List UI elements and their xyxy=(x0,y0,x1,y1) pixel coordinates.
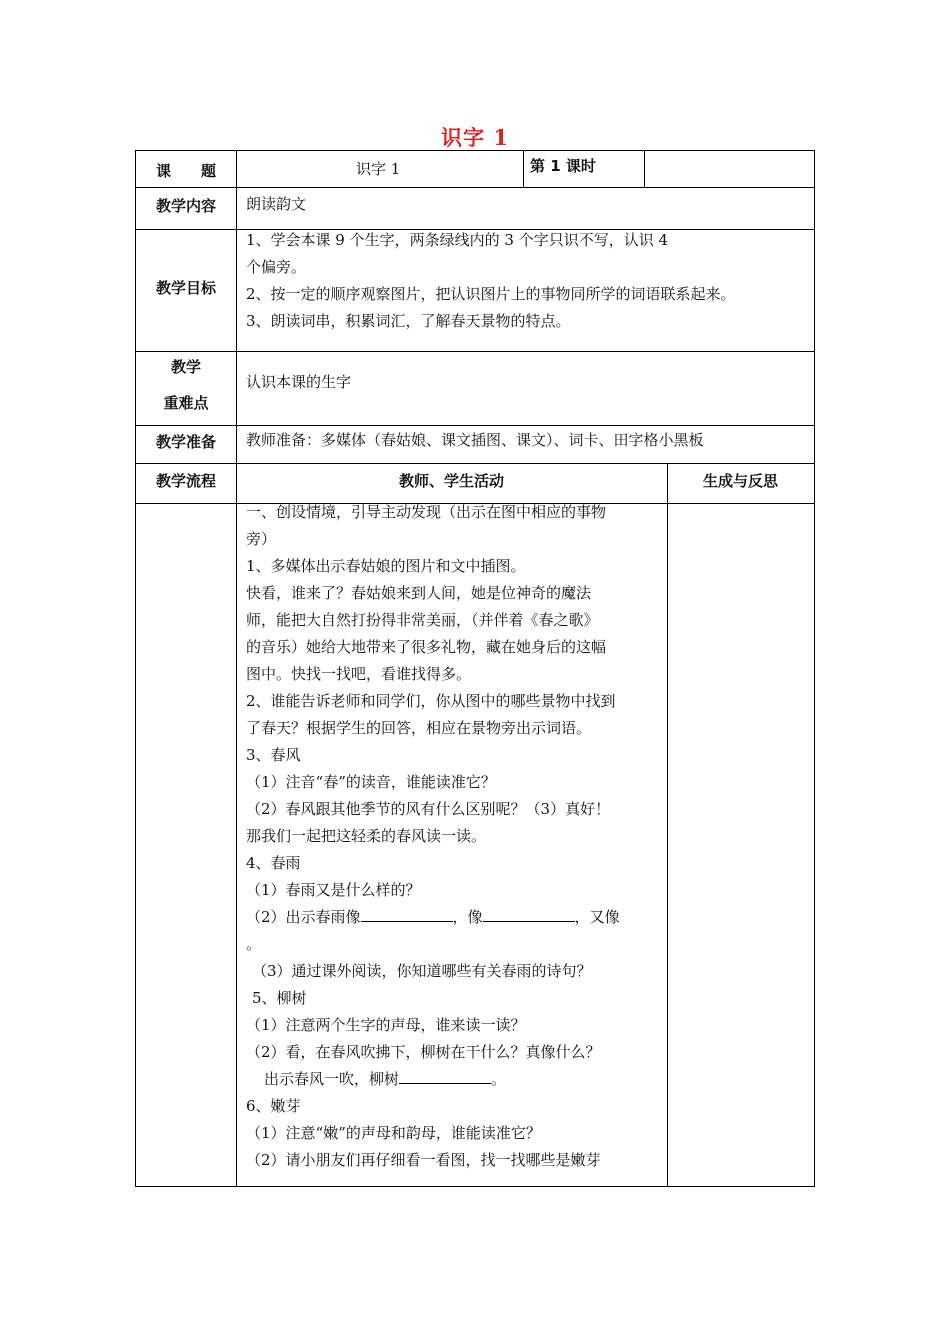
fill-text: ，又像 xyxy=(574,908,620,926)
row-divider xyxy=(136,187,814,188)
activity-line: 4、春雨 xyxy=(246,854,301,872)
goal-line: 1、学会本课 9 个生字，两条绿线内的 3 个字只识不写，认识 4 xyxy=(246,231,669,249)
fill-blank xyxy=(361,905,453,922)
activity-line: 图中。快找一找吧，看谁找得多。 xyxy=(246,665,472,683)
fill-text: 。 xyxy=(491,1070,507,1088)
activity-line: （2）看，在春风吹拂下，柳树在干什么？真像什么？ xyxy=(246,1043,601,1061)
activity-line: 3、春风 xyxy=(246,746,301,764)
flow-header-col2: 教师、学生活动 xyxy=(398,472,504,490)
activity-line: （1）春雨又是什么样的？ xyxy=(246,881,421,899)
activity-line: 一、创设情境，引导主动发现（出示在图中相应的事物 xyxy=(246,503,607,521)
activity-line: （1）注意“嫩”的声母和韵母，谁能读准它？ xyxy=(246,1124,541,1142)
activity-line: （1）注意两个生字的声母，谁来读一读？ xyxy=(246,1016,526,1034)
activity-line: 旁） xyxy=(246,530,277,548)
fill-text: ，像 xyxy=(452,908,483,926)
activity-line: 了春天？根据学生的回答，相应在景物旁出示词语。 xyxy=(246,719,592,737)
activity-line: 那我们一起把这轻柔的春风读一读。 xyxy=(246,827,487,845)
activity-line: （1）注音“春”的读音，谁能读准它？ xyxy=(246,773,496,791)
activity-line: 6、嫩芽 xyxy=(246,1097,301,1115)
content-value: 朗读韵文 xyxy=(246,195,307,213)
goals-label: 教学目标 xyxy=(155,279,216,297)
lesson-plan-table xyxy=(135,150,815,1187)
prep-value: 教师准备：多媒体（春姑娘、课文插图、课文）、词卡、田字格小黑板 xyxy=(246,431,704,449)
topic-value: 识字 1 xyxy=(356,160,401,178)
activity-line: 师，能把大自然打扮得非常美丽，（并伴着《春之歌》 xyxy=(246,611,599,629)
row-divider xyxy=(136,351,814,352)
document-title: 识字 1 xyxy=(441,125,509,150)
activity-line: 。 xyxy=(246,935,262,953)
activity-line: 快看，谁来了？春姑娘来到人间，她是位神奇的魔法 xyxy=(246,584,592,602)
activities-body xyxy=(246,499,666,1174)
activity-line: 5、柳树 xyxy=(252,989,307,1007)
goals-text xyxy=(246,227,736,335)
key-points-label-1: 教学 xyxy=(170,358,201,376)
row-divider xyxy=(136,463,814,464)
fill-blank xyxy=(399,1067,491,1084)
column-divider xyxy=(236,151,237,1186)
content-label: 教学内容 xyxy=(155,197,216,215)
fill-blank xyxy=(483,905,575,922)
column-divider xyxy=(523,151,524,187)
key-points-value: 认识本课的生字 xyxy=(246,373,352,391)
activity-line: （2）请小朋友们再仔细看一看图，找一找哪些是嫩芽 xyxy=(246,1151,601,1169)
prep-label: 教学准备 xyxy=(155,433,216,451)
flow-header-col3: 生成与反思 xyxy=(702,472,778,490)
row-divider xyxy=(136,425,814,426)
column-divider xyxy=(667,463,668,1186)
key-points-label-2: 重难点 xyxy=(163,394,209,412)
flow-header-col1: 教学流程 xyxy=(155,472,216,490)
topic-label: 课 题 xyxy=(155,162,216,180)
goal-line: 个偏旁。 xyxy=(246,258,307,276)
goal-line: 2、按一定的顺序观察图片，把认识图片上的事物同所学的词语联系起来。 xyxy=(246,285,736,303)
fill-text: 出示春风一吹，柳树 xyxy=(264,1070,400,1088)
column-divider xyxy=(644,151,645,187)
goal-line: 3、朗读词串，积累词汇，了解春天景物的特点。 xyxy=(246,312,571,330)
activity-line-with-blank xyxy=(246,1066,666,1093)
activity-line: （2）春风跟其他季节的风有什么区别呢？（3）真好！ xyxy=(246,800,611,818)
period-label: 第 1 课时 xyxy=(530,157,596,175)
activity-line-with-blanks xyxy=(246,904,666,931)
activity-line: 1、多媒体出示春姑娘的图片和文中插图。 xyxy=(246,557,526,575)
activity-line: （3）通过课外阅读，你知道哪些有关春雨的诗句？ xyxy=(252,962,592,980)
activity-line: 的音乐）她给大地带来了很多礼物，藏在她身后的这幅 xyxy=(246,638,607,656)
activity-line: 2、谁能告诉老师和同学们，你从图中的哪些景物中找到 xyxy=(246,692,616,710)
fill-text: （2）出示春雨像 xyxy=(246,908,361,926)
